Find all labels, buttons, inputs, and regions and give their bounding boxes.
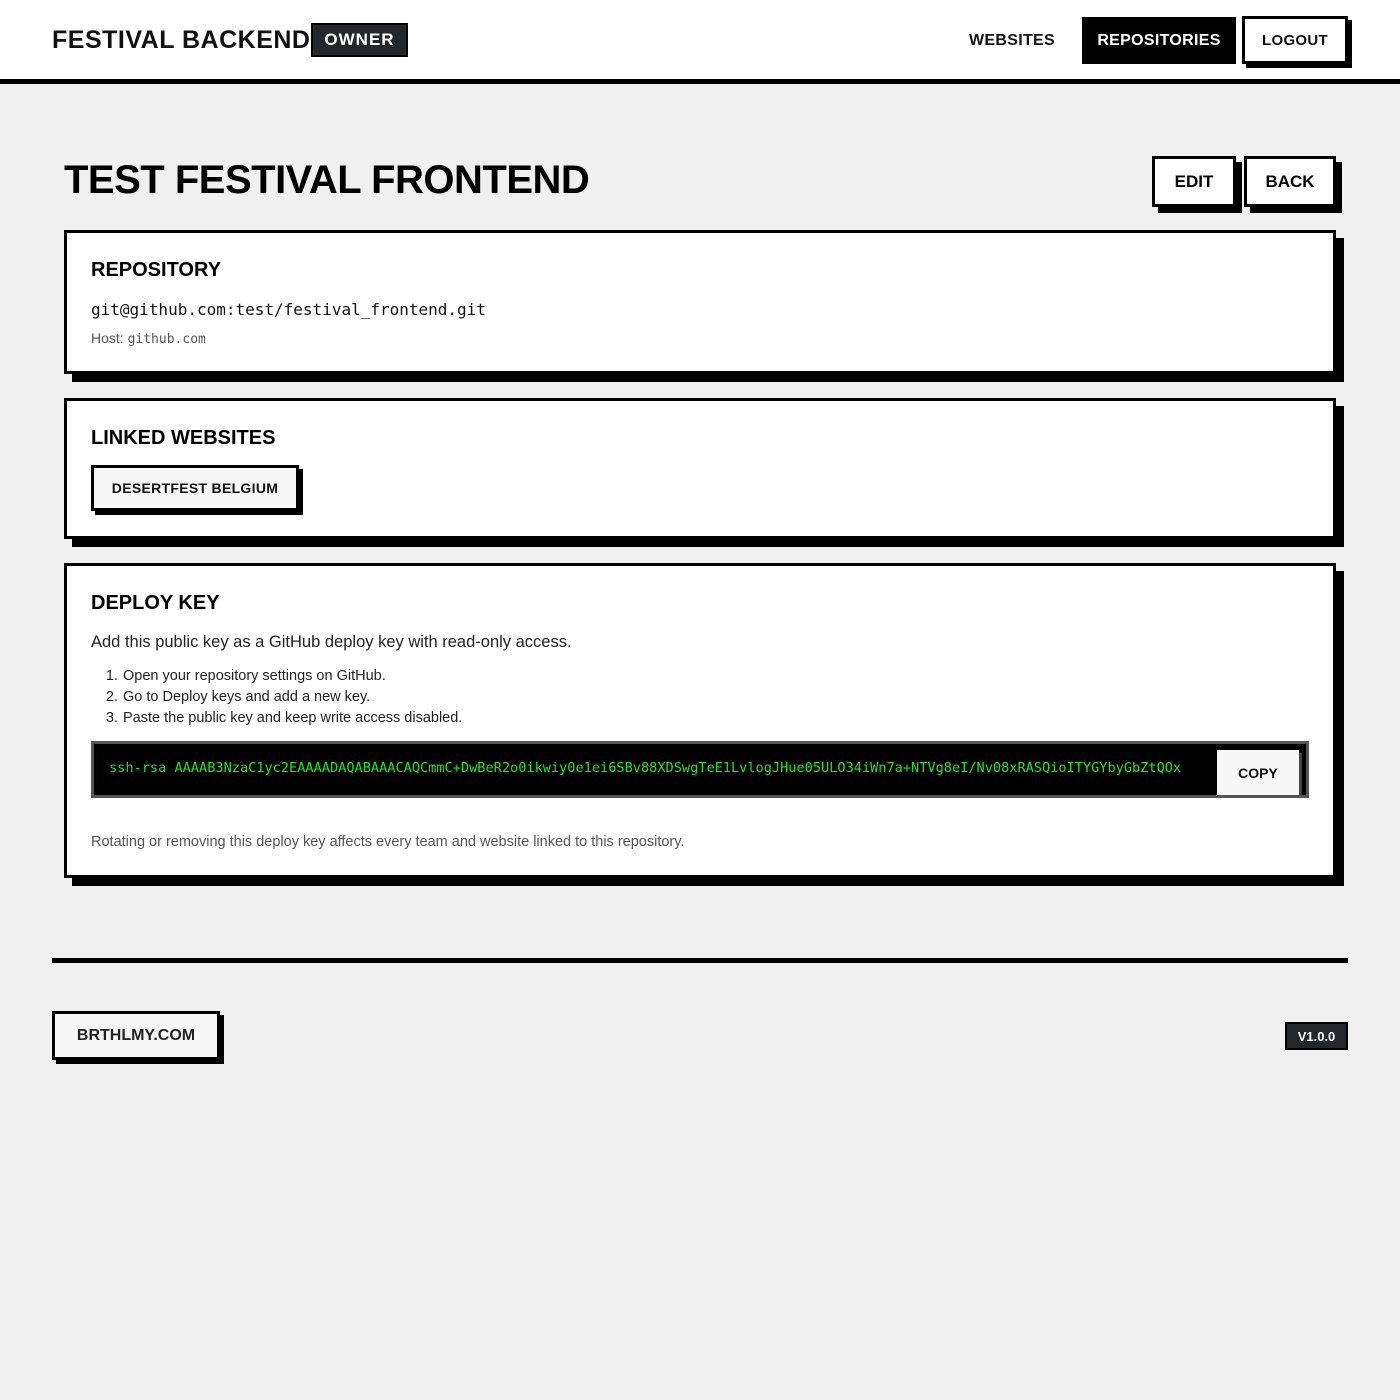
step-item xyxy=(91,687,462,708)
deploy-key-description: Add this public key as a GitHub deploy key with read-only access. xyxy=(91,633,572,651)
linked-website-desertfest-belgium[interactable]: DESERTFEST BELGIUM xyxy=(91,465,299,511)
deploy-key-note: Rotating or removing this deploy key affects every team and website linked to this repository. xyxy=(91,834,685,850)
deploy-key-box xyxy=(91,741,1309,798)
role-badge: OWNER xyxy=(311,23,408,57)
logout-button[interactable]: LOGOUT xyxy=(1242,16,1348,64)
repository-card xyxy=(64,230,1336,374)
repository-heading: REPOSITORY xyxy=(91,259,222,281)
repository-host xyxy=(91,330,206,347)
step-number: 2. xyxy=(105,689,118,705)
step-text: Paste the public key and keep write access disabled. xyxy=(123,710,463,726)
step-number: 1. xyxy=(105,668,118,684)
nav-websites[interactable]: WEBSITES xyxy=(969,31,1055,49)
repository-url: git@github.com:test/festival_frontend.git xyxy=(91,300,486,319)
linked-websites-card xyxy=(64,398,1336,539)
version-badge: V1.0.0 xyxy=(1285,1022,1348,1050)
top-bar xyxy=(0,0,1400,84)
deploy-key-card xyxy=(64,563,1336,878)
deploy-key-heading: DEPLOY KEY xyxy=(91,592,220,614)
host-value: github.com xyxy=(127,332,206,347)
host-label: Host: xyxy=(91,330,124,346)
back-button[interactable]: BACK xyxy=(1244,156,1336,207)
edit-button[interactable]: EDIT xyxy=(1152,156,1236,207)
app-brand[interactable]: FESTIVAL BACKEND xyxy=(52,26,311,54)
linked-websites-heading: LINKED WEBSITES xyxy=(91,427,276,449)
step-number: 3. xyxy=(105,710,118,726)
page-title: TEST FESTIVAL FRONTEND xyxy=(64,158,590,202)
deploy-key-steps xyxy=(91,666,462,729)
step-item xyxy=(91,666,462,687)
step-text: Go to Deploy keys and add a new key. xyxy=(123,689,371,705)
footer-divider xyxy=(52,958,1348,963)
step-item xyxy=(91,708,462,729)
nav-repositories[interactable]: REPOSITORIES xyxy=(1082,17,1236,64)
step-text: Open your repository settings on GitHub. xyxy=(123,668,386,684)
deploy-key-value[interactable]: ssh-rsa AAAAB3NzaC1yc2EAAAADAQABAAACAQCmmC+DwBeR2o0ikwiy0e1ei6SBv88XDSwgTeE1LvlogJHue05ULO34iWn7a+NTVg8eI/Nv08xRASQioITYGYbyGbZtQOx xyxy=(109,760,1182,776)
copy-key-button[interactable]: COPY xyxy=(1217,750,1299,795)
footer-site-link[interactable]: BRTHLMY.COM xyxy=(52,1011,220,1060)
